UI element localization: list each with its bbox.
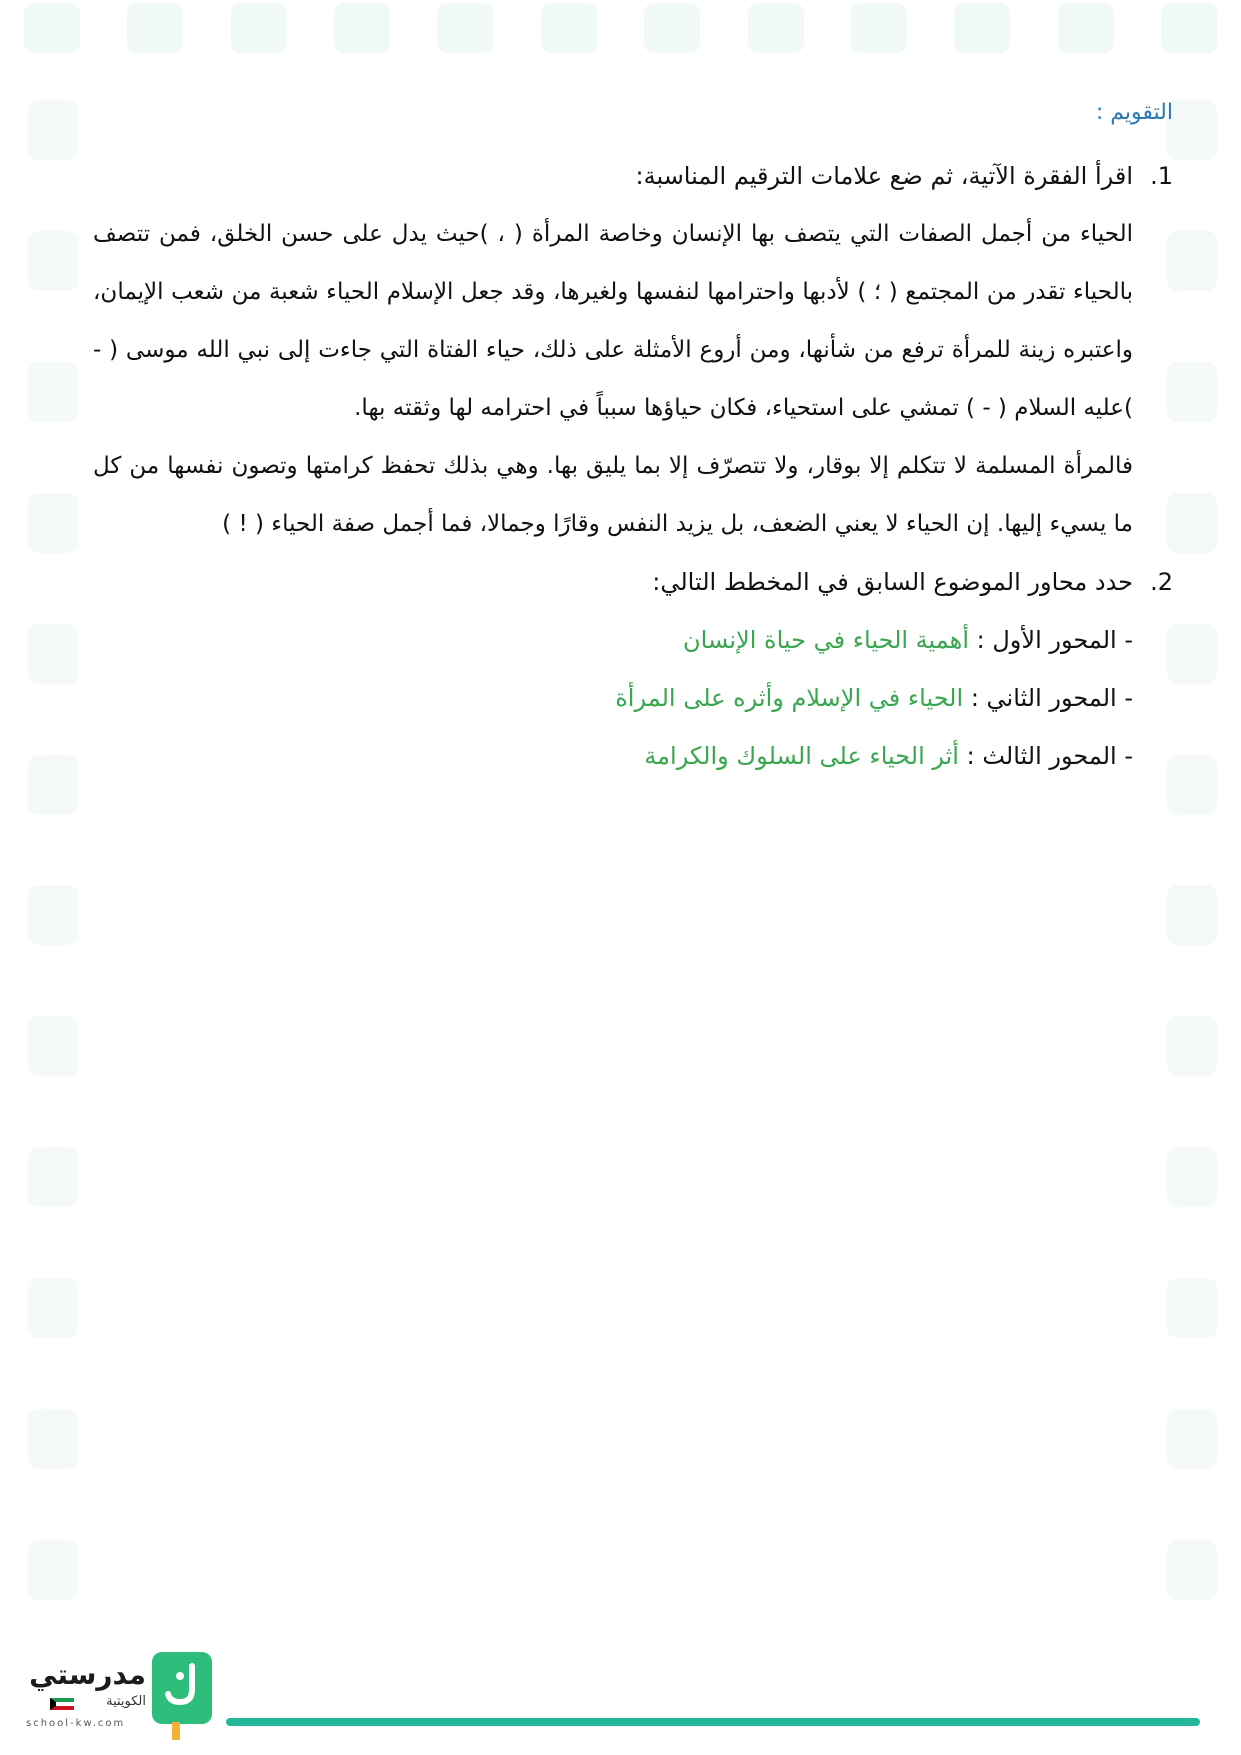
- axis-3-label: - المحور الثالث :: [966, 742, 1133, 770]
- watermark-tile: [851, 3, 907, 53]
- watermark-tile: [954, 3, 1010, 53]
- watermark-tile: [748, 3, 804, 53]
- watermark-mark: [28, 231, 78, 291]
- watermark-mark: [1167, 100, 1217, 160]
- axis-2-answer: الحياء في الإسلام وأثره على المرأة: [615, 684, 964, 712]
- question-2-number: 2.: [1150, 568, 1173, 596]
- question-2: [93, 553, 1173, 611]
- watermark-mark: [1167, 362, 1217, 422]
- watermark-mark: [28, 1540, 78, 1600]
- watermark-tile: [1161, 3, 1217, 53]
- footer-divider: [226, 1718, 1200, 1726]
- question-1-number: 1.: [1150, 162, 1173, 190]
- question-2-text: حدد محاور الموضوع السابق في المخطط التالي:: [652, 568, 1133, 596]
- watermark-mark: [28, 493, 78, 553]
- watermark-strip: [0, 0, 1241, 56]
- watermark-mark: [1167, 493, 1217, 553]
- axis-3: [93, 727, 1133, 785]
- site-logo: [26, 1652, 226, 1752]
- watermark-column-left: [28, 100, 88, 1600]
- axis-1-answer: أهمية الحياء في حياة الإنسان: [683, 626, 969, 654]
- watermark-tile: [127, 3, 183, 53]
- worksheet-content: [93, 100, 1173, 785]
- axis-3-answer: أثر الحياء على السلوك والكرامة: [644, 742, 959, 770]
- kuwait-flag-icon: [50, 1698, 74, 1710]
- watermark-mark: [28, 624, 78, 684]
- watermark-mark: [1167, 1278, 1217, 1338]
- question-1-paragraph-1: الحياء من أجمل الصفات التي يتصف بها الإنسان وخاصة المرأة ( ، )حيث يدل على حسن الخلق، فمن تتصف بالحياء تقدر من المجتمع ( ؛ ) لأدبها واحترامها لنفسها ولغيرها، وقد جعل الإسلام الحياء شعبة من شعب الإيمان، واعتبره زينة للمرأة ترفع من شأنها، ومن أروع الأمثلة على ذلك، حياء الفتاة التي جاءت إلى نبي الله موسى ( - )عليه السلام ( - ) تمشي على استحياء، فكان حياؤها سبباً في احترامه لها وثقته بها.: [93, 221, 1133, 421]
- logo-subtitle: الكويتية: [106, 1694, 146, 1709]
- watermark-mark: [28, 1409, 78, 1469]
- question-1: [93, 147, 1173, 205]
- axis-1-label: - المحور الأول :: [976, 626, 1133, 654]
- section-heading: التقويم :: [1095, 100, 1173, 125]
- watermark-tile: [24, 3, 80, 53]
- watermark-mark: [28, 755, 78, 815]
- question-1-text: اقرأ الفقرة الآتية، ثم ضع علامات الترقيم المناسبة:: [635, 162, 1133, 190]
- watermark-mark: [1167, 624, 1217, 684]
- watermark-mark: [28, 362, 78, 422]
- watermark-mark: [1167, 755, 1217, 815]
- axis-2-label: - المحور الثاني :: [970, 684, 1133, 712]
- axis-1: [93, 611, 1133, 669]
- question-1-paragraph-2: فالمرأة المسلمة لا تتكلم إلا بوقار، ولا تتصرّف إلا بما يليق بها. وهي بذلك تحفظ كرامتها وتصون نفسها من كل ما يسيء إليها. إن الحياء لا يعني الضعف، بل يزيد النفس وقارًا وجمالا، فما أجمل صفة الحياء ( ! ): [93, 453, 1133, 537]
- watermark-mark: [28, 100, 78, 160]
- watermark-mark: [1167, 1540, 1217, 1600]
- watermark-column-right: [1167, 100, 1227, 1600]
- axis-2: [93, 669, 1133, 727]
- watermark-tile: [437, 3, 493, 53]
- watermark-mark: [1167, 885, 1217, 945]
- watermark-tile: [1058, 3, 1114, 53]
- logo-badge-icon: [152, 1652, 212, 1724]
- watermark-tile: [644, 3, 700, 53]
- watermark-mark: [28, 1278, 78, 1338]
- watermark-mark: [28, 1016, 78, 1076]
- watermark-mark: [1167, 1147, 1217, 1207]
- watermark-mark: [1167, 231, 1217, 291]
- watermark-tile: [541, 3, 597, 53]
- logo-url: school-kw.com: [26, 1718, 126, 1729]
- watermark-mark: [1167, 1016, 1217, 1076]
- watermark-mark: [28, 1147, 78, 1207]
- logo-name: مدرستي: [29, 1658, 146, 1691]
- watermark-mark: [28, 885, 78, 945]
- watermark-tile: [231, 3, 287, 53]
- watermark-mark: [1167, 1409, 1217, 1469]
- watermark-tile: [334, 3, 390, 53]
